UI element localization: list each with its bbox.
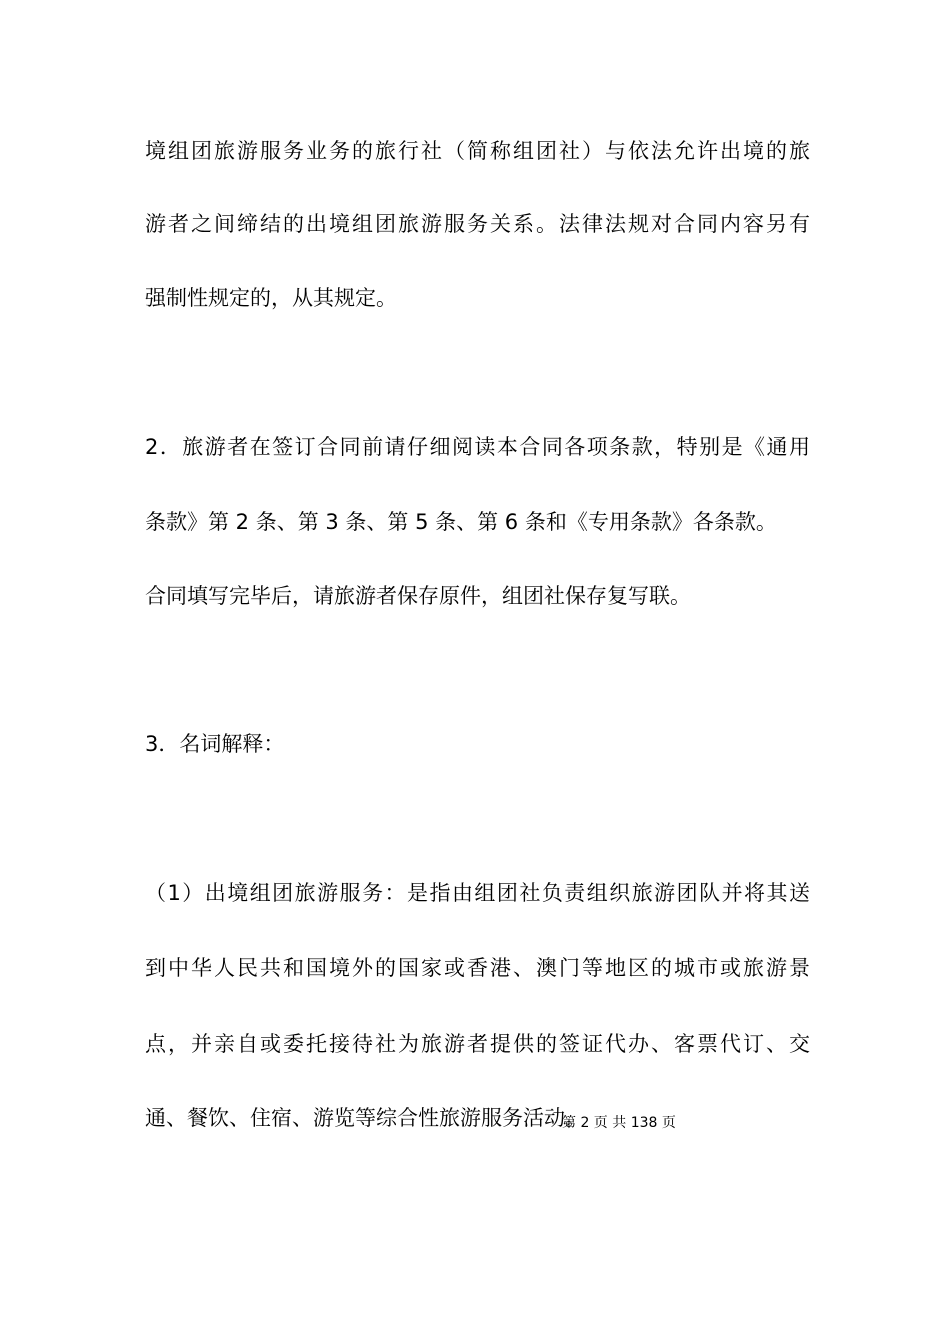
paragraph-1-line-1: 境组团旅游服务业务的旅行社（简称组团社）与依法允许出境的旅 [145, 139, 810, 163]
paragraph-3-heading: 3．名词解释： [145, 732, 285, 756]
paragraph-2-line-1: 2．旅游者在签订合同前请仔细阅读本合同各项条款，特别是《通用 [145, 435, 810, 459]
paragraph-2-line-2: 条款》第 2 条、第 3 条、第 5 条、第 6 条和《专用条款》各条款。 [145, 510, 777, 534]
paragraph-4-line-1: （1）出境组团旅游服务：是指由组团社负责组织旅游团队并将其送 [145, 881, 810, 905]
paragraph-4-line-4: 通、餐饮、住宿、游览等综合性旅游服务活动。 [145, 1106, 586, 1130]
paragraph-1-line-2: 游者之间缔结的出境组团旅游服务关系。法律法规对合同内容另有 [145, 212, 810, 236]
page-number-footer: 第 2 页 共 138 页 [562, 1115, 676, 1131]
paragraph-1-line-3: 强制性规定的，从其规定。 [145, 286, 397, 310]
paragraph-4-line-2: 到中华人民共和国境外的国家或香港、澳门等地区的城市或旅游景 [145, 956, 810, 980]
paragraph-2-line-3: 合同填写完毕后，请旅游者保存原件，组团社保存复写联。 [145, 584, 691, 608]
paragraph-4-line-3: 点，并亲自或委托接待社为旅游者提供的签证代办、客票代订、交 [145, 1032, 810, 1056]
